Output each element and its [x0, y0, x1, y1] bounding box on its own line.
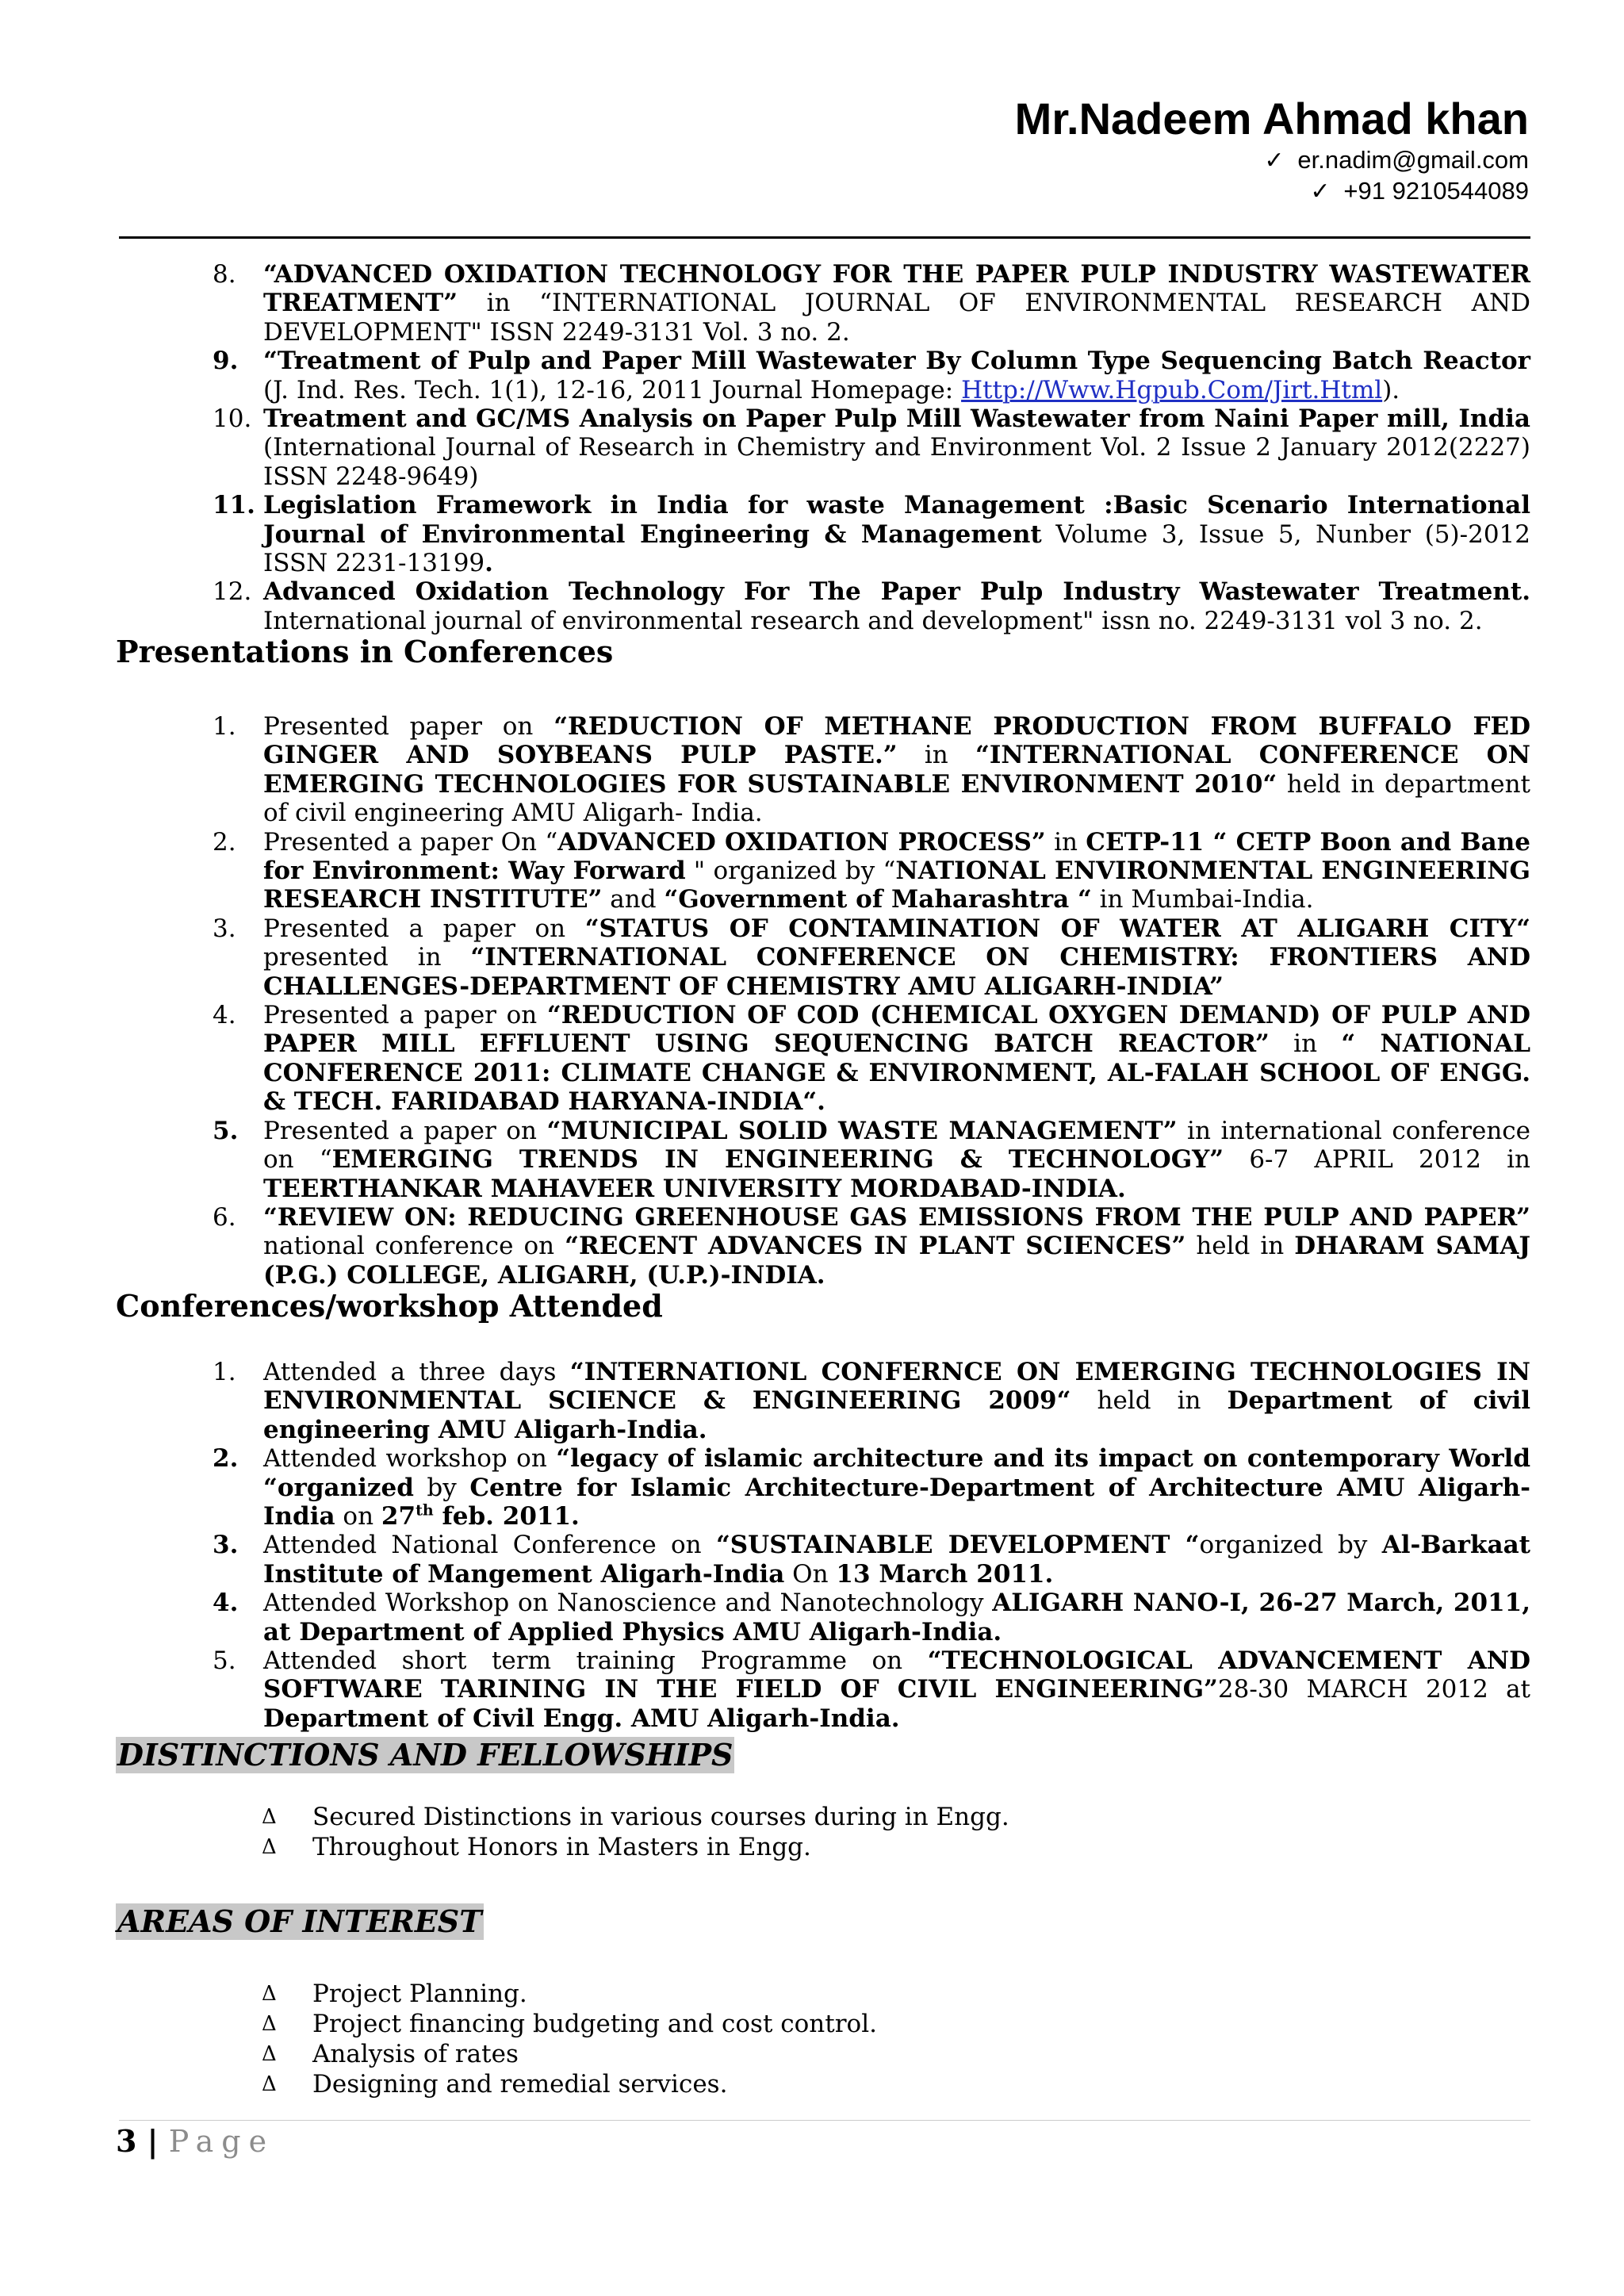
item-bold-text: “Government of Maharashtra “	[664, 885, 1092, 914]
publication-title: “ADVANCED OXIDATION TECHNOLOGY FOR THE PAPER PULP INDUSTRY WASTEWATER TREATMENT”	[263, 260, 1530, 318]
item-bold-text: “RECENT ADVANCES IN PLANT SCIENCES”	[565, 1232, 1186, 1261]
item-bold-text: Al-Barkaat Institute of Mangement Aligarh-India	[263, 1531, 1530, 1589]
presentation-item	[119, 1203, 1530, 1290]
list-item	[119, 1802, 1009, 1832]
conferences-list	[119, 1358, 1530, 1733]
publication-item	[119, 347, 1530, 404]
list-item-text: Project Planning.	[312, 1980, 527, 2008]
item-bold-text: “SUSTAINABLE DEVELOPMENT “	[715, 1531, 1200, 1560]
conferences-heading: Conferences/workshop Attended	[116, 1288, 663, 1324]
item-bold-text: 13 March 2011.	[836, 1559, 1054, 1589]
conference-item	[119, 1358, 1530, 1444]
item-bold-text: ALIGARH NANO-I, 26-27 March, 2011, at Department of Applied Physics AMU Aligarh-India.	[263, 1589, 1530, 1646]
checkmark-icon: ✓	[1264, 148, 1285, 174]
item-number: 6.	[213, 1202, 236, 1232]
item-text: held in	[1185, 1232, 1295, 1261]
item-bold-text: “TECHNOLOGICAL ADVANCEMENT AND SOFTWARE TARINING IN THE FIELD OF CIVIL ENGINEERING”	[263, 1646, 1530, 1704]
delta-bullet-icon: Δ	[262, 2072, 277, 2096]
distinctions-list	[119, 1802, 1009, 1862]
presentations-heading: Presentations in Conferences	[116, 634, 614, 669]
publication-title: Advanced Oxidation Technology For The Paper Pulp Industry Wastewater Treatment.	[263, 577, 1530, 607]
item-bold-text: “REVIEW ON: REDUCING GREENHOUSE GAS EMISSIONS FROM THE PULP AND PAPER”	[263, 1202, 1530, 1232]
item-text: held in	[1071, 1386, 1228, 1416]
item-bold-text: feb. 2011.	[433, 1502, 580, 1531]
item-text: national conference on	[263, 1232, 565, 1261]
page-separator: |	[136, 2123, 169, 2159]
item-bold-text: “REDUCTION OF METHANE PRODUCTION FROM BUFFALO FED GINGER AND SOYBEANS PULP PASTE.”	[263, 712, 1530, 770]
presentations-list	[119, 712, 1530, 1290]
item-text: organized by	[1199, 1531, 1382, 1560]
item-text: 28-30 MARCH 2012 at	[1217, 1675, 1531, 1704]
item-text: Presented a paper on	[263, 1001, 547, 1030]
item-number: 2.	[213, 1444, 239, 1474]
item-text: Attended workshop on	[263, 1444, 557, 1474]
item-bold-text: “INTERNATIONAL CONFERENCE ON EMERGING TECHNOLOGIES FOR SUSTAINABLE ENVIRONMENT 2010“	[263, 741, 1530, 799]
item-text: in	[1269, 1029, 1342, 1059]
publication-item	[119, 404, 1530, 491]
item-bold-text: TEERTHANKAR MAHAVEER UNIVERSITY MORDABAD-INDIA.	[263, 1174, 1126, 1203]
phone-line	[1015, 177, 1529, 206]
conference-item	[119, 1444, 1530, 1531]
item-text: Presented a paper on	[263, 914, 585, 943]
item-number: 2.	[213, 827, 236, 857]
publication-title: Treatment and GC/MS Analysis on Paper Pulp Mill Wastewater from Naini Paper mill, India	[263, 404, 1530, 434]
list-item-text: Throughout Honors in Masters in Engg.	[312, 1833, 811, 1861]
item-bold-text: th	[416, 1501, 434, 1520]
presentation-item	[119, 1117, 1530, 1203]
item-text: Attended National Conference on	[263, 1531, 716, 1560]
phone-number: +91 9210544089	[1343, 177, 1529, 205]
list-item	[119, 1979, 877, 2009]
item-text: on	[335, 1502, 381, 1531]
delta-bullet-icon: Δ	[262, 2042, 277, 2066]
item-text: presented in	[263, 943, 471, 972]
item-number: 8.	[213, 260, 236, 289]
item-number: 1.	[213, 1358, 236, 1386]
item-text: in Mumbai-India.	[1091, 885, 1314, 914]
publication-details: (J. Ind. Res. Tech. 1(1), 12-16, 2011 Journal Homepage:	[263, 375, 962, 404]
item-text: in	[1045, 827, 1086, 857]
publication-item	[119, 491, 1530, 577]
item-bold-text: “STATUS OF CONTAMINATION OF WATER AT ALIGARH CITY“	[584, 914, 1530, 943]
page-number: 3	[116, 2123, 137, 2159]
email-line	[1015, 146, 1529, 175]
page-label: Page	[168, 2124, 275, 2159]
publication-details: .	[485, 549, 493, 578]
item-text: " organized by “	[685, 857, 896, 886]
page-footer	[116, 2124, 274, 2159]
item-text: by	[413, 1473, 470, 1502]
list-item	[119, 2069, 877, 2099]
item-text: 6-7 APRIL 2012 in	[1224, 1145, 1530, 1175]
conference-item	[119, 1589, 1530, 1646]
conference-item	[119, 1531, 1530, 1589]
item-number: 3.	[213, 1531, 239, 1560]
delta-bullet-icon: Δ	[262, 1982, 277, 2006]
delta-bullet-icon: Δ	[262, 2012, 277, 2036]
list-item	[119, 2009, 877, 2039]
item-number: 5.	[213, 1116, 239, 1145]
item-text: and	[602, 885, 665, 914]
item-number: 1.	[213, 712, 236, 741]
presentation-item	[119, 828, 1530, 914]
conference-item	[119, 1646, 1530, 1733]
item-bold-text: NATIONAL ENVIRONMENTAL ENGINEERING RESEARCH INSTITUTE”	[263, 857, 1531, 914]
item-text: Presented paper on	[263, 712, 554, 741]
item-bold-text: “MUNICIPAL SOLID WASTE MANAGEMENT”	[546, 1116, 1178, 1145]
item-bold-text: “REDUCTION OF COD (CHEMICAL OXYGEN DEMAND) OF PULP AND PAPER MILL EFFLUENT USING SEQUENCING BATCH REACTOR”	[263, 1001, 1530, 1059]
item-number: 5.	[213, 1646, 236, 1676]
item-bold-text: “INTERNATIONL CONFERNCE ON EMERGING TECHNOLOGIES IN ENVIRONMENTAL SCIENCE & ENGINEERING 2009“	[263, 1358, 1530, 1416]
publications-list	[119, 260, 1530, 635]
publication-item	[119, 577, 1530, 635]
footer-divider	[119, 2120, 1530, 2121]
list-item-text: Project financing budgeting and cost control.	[312, 2010, 877, 2038]
distinctions-heading: DISTINCTIONS AND FELLOWSHIPS	[117, 1737, 733, 1773]
publication-details: Volume 3, Issue 5, Nunber (5)-2012 ISSN 2231-13199	[263, 519, 1530, 578]
item-bold-text: Department of Civil Engg. AMU Aligarh-India.	[263, 1704, 900, 1733]
item-number: 10.	[213, 404, 252, 434]
publication-item	[119, 260, 1530, 347]
item-text: Presented a paper on	[263, 1116, 547, 1145]
item-number: 11.	[213, 491, 255, 520]
candidate-name: Mr.Nadeem Ahmad khan	[1014, 94, 1529, 144]
delta-bullet-icon: Δ	[262, 1835, 277, 1859]
item-bold-text: Centre for Islamic Architecture-Department of Architecture AMU Aligarh-India	[263, 1473, 1530, 1531]
item-bold-text: Department of civil engineering AMU Aligarh-India.	[263, 1386, 1531, 1444]
presentation-item	[119, 1001, 1530, 1117]
item-text: Presented a paper On “	[263, 827, 558, 857]
publication-details: International journal of environmental research and development" issn no. 2249-3131 vol 3 no. 2.	[263, 606, 1483, 635]
interests-heading: AREAS OF INTEREST	[117, 1903, 482, 1939]
item-text: in	[897, 741, 976, 770]
header-divider	[119, 236, 1530, 239]
item-number: 9.	[213, 347, 239, 376]
list-item-text: Secured Distinctions in various courses during in Engg.	[312, 1803, 1009, 1831]
presentation-item	[119, 914, 1530, 1001]
item-bold-text: EMERGING TRENDS IN ENGINEERING & TECHNOLOGY”	[331, 1145, 1224, 1175]
item-text: in international conference on “	[263, 1116, 1530, 1175]
publication-details: (International Journal of Research in Chemistry and Environment Vol. 2 Issue 2 January 2012(2227) ISSN 2248-9649)	[263, 433, 1530, 491]
list-item-text: Analysis of rates	[312, 2040, 519, 2068]
checkmark-icon: ✓	[1310, 178, 1331, 205]
item-text: held in department of civil engineering AMU Aligarh- India.	[263, 769, 1531, 828]
list-item-text: Designing and remedial services.	[312, 2070, 728, 2099]
item-bold-text: “ NATIONAL CONFERENCE 2011: CLIMATE CHANGE & ENVIRONMENT, AL-FALAH SCHOOL OF ENGG. & TECH. FARIDABAD HARYANA-INDIA“.	[263, 1029, 1531, 1117]
list-item	[119, 1832, 1009, 1862]
publication-title: “Treatment of Pulp and Paper Mill Wastewater By Column Type Sequencing Batch Reactor	[263, 347, 1530, 376]
header	[1015, 94, 1529, 206]
publication-details: ).	[1382, 375, 1400, 404]
item-text: Attended a three days	[263, 1358, 570, 1386]
item-bold-text: 27	[381, 1502, 416, 1531]
item-text: Attended short term training Programme on	[263, 1646, 928, 1676]
item-bold-text: “INTERNATIONAL CONFERENCE ON CHEMISTRY: FRONTIERS AND CHALLENGES-DEPARTMENT OF CHEMISTRY AMU ALIGARH-INDIA”	[263, 943, 1530, 1001]
item-bold-text: ADVANCED OXIDATION PROCESS”	[557, 827, 1046, 857]
item-number: 4.	[213, 1001, 236, 1030]
item-bold-text: DHARAM SAMAJ (P.G.) COLLEGE, ALIGARH, (U.P.)-INDIA.	[263, 1232, 1531, 1290]
item-bold-text: CETP-11 “ CETP Boon and Bane for Environment: Way Forward	[263, 827, 1530, 886]
list-item	[119, 2039, 877, 2069]
delta-bullet-icon: Δ	[262, 1805, 277, 1829]
publication-details: in “INTERNATIONAL JOURNAL OF ENVIRONMENTAL RESEARCH AND DEVELOPMENT" ISSN 2249-3131 Vol. 3 no. 2.	[263, 289, 1530, 347]
item-number: 4.	[213, 1589, 239, 1618]
item-number: 3.	[213, 914, 236, 943]
item-text: Attended Workshop on Nanoscience and Nanotechnology	[263, 1589, 993, 1618]
interests-list	[119, 1979, 877, 2099]
item-text: On	[784, 1559, 837, 1589]
journal-homepage-link[interactable]: Http://Www.Hgpub.Com/Jirt.Html	[961, 375, 1383, 404]
presentation-item	[119, 712, 1530, 828]
publication-title: Legislation Framework in India for waste Management :Basic Scenario International Journal of Environmental Engineering & Management	[263, 491, 1530, 549]
item-bold-text: “legacy of islamic architecture and its impact on contemporary World “organized	[263, 1444, 1530, 1502]
email-address: er.nadim@gmail.com	[1297, 146, 1529, 174]
item-number: 12.	[213, 577, 252, 607]
